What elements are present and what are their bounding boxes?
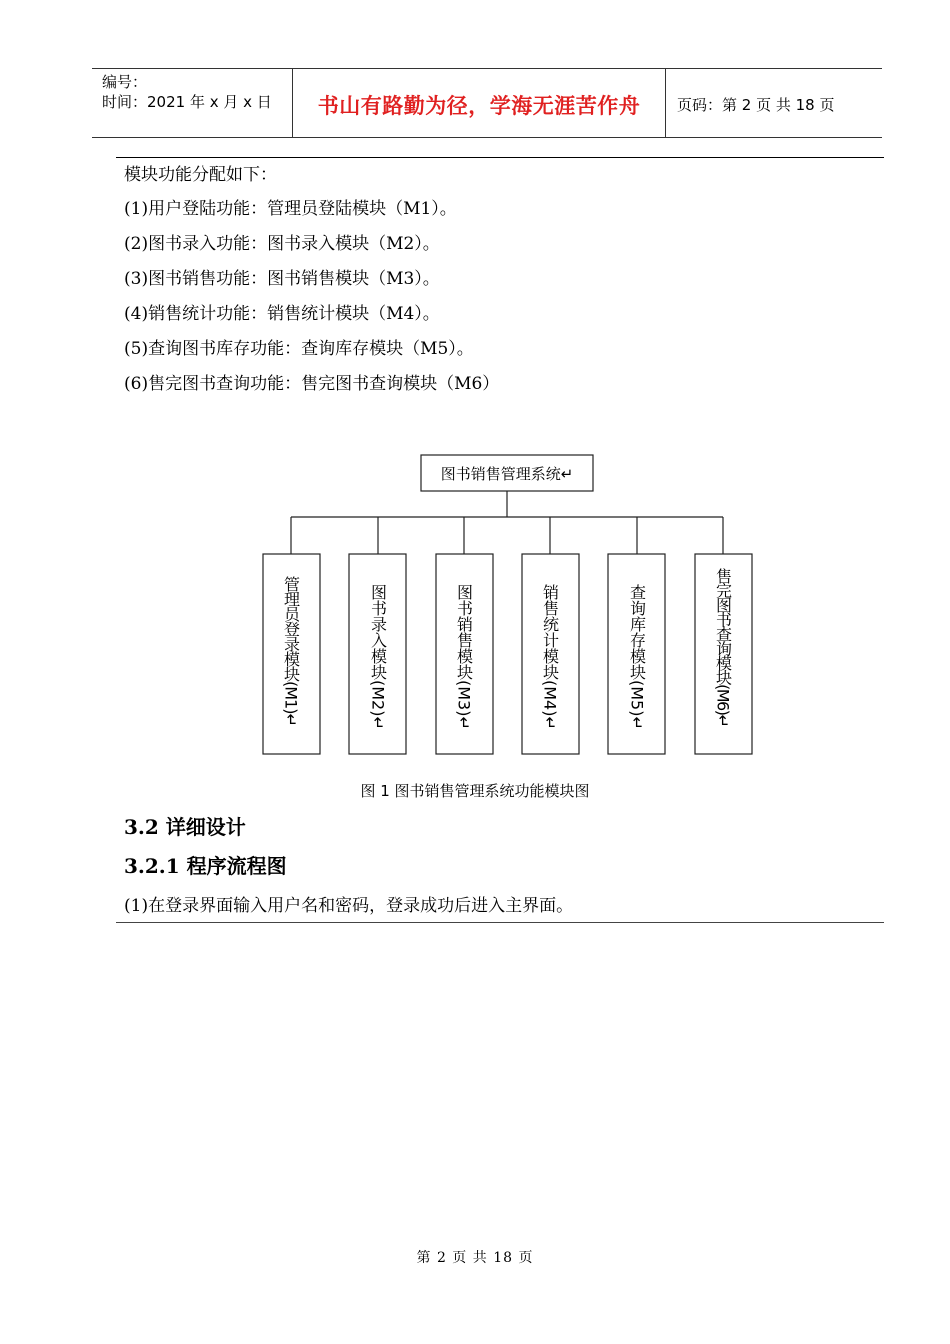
intro-text: 模块功能分配如下： — [124, 165, 277, 185]
top-rule — [116, 157, 884, 158]
header-page-cell — [667, 69, 882, 137]
module-label-m1: 管理员登录模块(M1)↵ — [281, 576, 301, 726]
module-box-m4 — [522, 554, 579, 754]
page-header — [92, 68, 882, 138]
module-box-m1 — [263, 554, 320, 754]
module-box-m6 — [695, 554, 752, 754]
module-item-2: (2)图书录入功能：图书录入模块（M2）。 — [124, 234, 440, 254]
module-label-m2: 图书录入模块(M2)↵ — [368, 584, 388, 730]
time-label: 时间：2021 年 x 月 x 日 — [102, 93, 272, 111]
code-label: 编号： — [102, 73, 148, 91]
module-box-m2 — [349, 554, 406, 754]
heading-3-2-1: 3.2.1 程序流程图 — [124, 854, 287, 878]
heading-3-2: 3.2 详细设计 — [124, 815, 246, 839]
module-item-6: (6)售完图书查询功能：售完图书查询模块（M6） — [124, 374, 500, 394]
figure-caption: 图 1 图书销售管理系统功能模块图 — [360, 782, 590, 800]
bottom-rule — [116, 922, 884, 923]
header-motto: 书山有路勤为径，学海无涯苦作舟 — [317, 94, 641, 118]
connector-lines — [291, 491, 723, 554]
module-diagram — [250, 450, 770, 770]
module-label-m3: 图书销售模块(M3)↵ — [454, 584, 474, 730]
page-footer: 第 2 页 共 18 页 — [416, 1250, 534, 1266]
root-label: 图书销售管理系统↵ — [440, 465, 574, 483]
header-meta-cell — [92, 69, 293, 137]
module-item-4: (4)销售统计功能：销售统计模块（M4）。 — [124, 304, 440, 324]
module-label-m5: 查询库存模块(M5)↵ — [627, 584, 647, 730]
module-item-1: (1)用户登陆功能：管理员登陆模块（M1）。 — [124, 199, 457, 219]
module-label-m4: 销售统计模块(M4)↵ — [540, 584, 560, 730]
module-item-3: (3)图书销售功能：图书销售模块（M3）。 — [124, 269, 440, 289]
module-box-m5 — [608, 554, 665, 754]
header-page-number: 页码：第 2 页 共 18 页 — [677, 96, 835, 114]
module-label-m6: 售完图书查询模块(M6)↵ — [713, 568, 733, 727]
module-item-5: (5)查询图书库存功能：查询库存模块（M5）。 — [124, 339, 474, 359]
header-motto-cell — [293, 69, 666, 137]
module-box-m3 — [436, 554, 493, 754]
flow-paragraph: (1)在登录界面输入用户名和密码，登录成功后进入主界面。 — [124, 896, 574, 916]
